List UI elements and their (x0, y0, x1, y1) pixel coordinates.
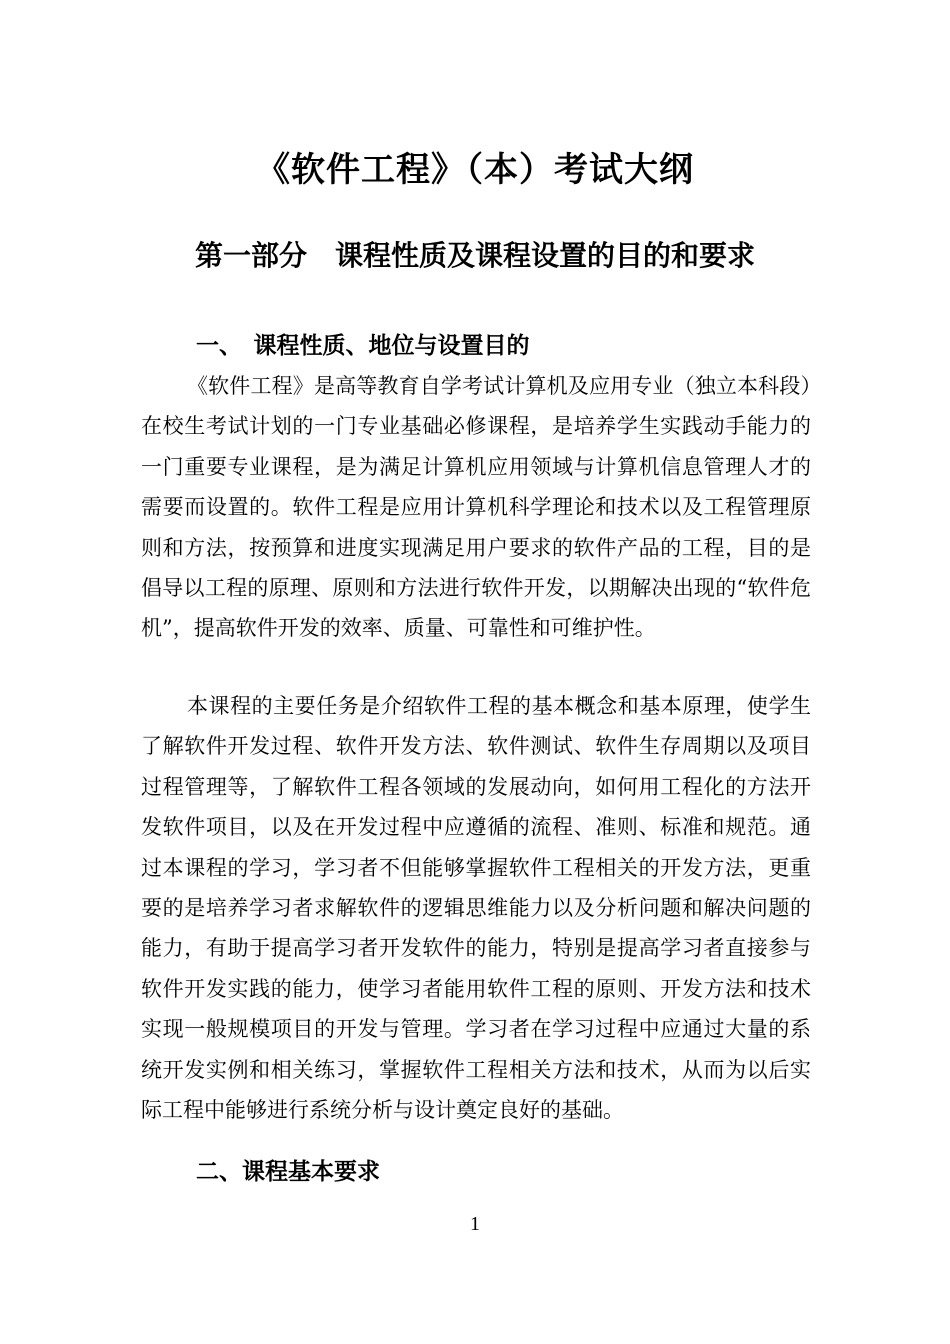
part-heading: 第一部分 课程性质及课程设置的目的和要求 (194, 239, 755, 272)
document-title: 《软件工程》（本）考试大纲 (256, 150, 694, 190)
section-heading-2: 二、课程基本要求 (196, 1159, 380, 1185)
page-number: 1 (470, 1213, 480, 1235)
paragraph-1: 《软件工程》是高等教育自学考试计算机及应用专业（独立本科段）在校生考试计划的一门专业基础必修课程，是培养学生实践动手能力的一门重要专业课程，是为满足计算机应用领域与计算机信息管理人才的需要而设置的。软件工程是应用计算机科学理论和技术以及工程管理原则和方法，按预算和进度实现满足用户要求的软件产品的工程，目的是倡导以工程的原理、原则和方法进行软件开发，以期解决出现的“软件危机”，提高软件开发的效率、质量、可靠性和可维护性。 (141, 374, 811, 641)
section-heading-1: 一、 课程性质、地位与设置目的 (196, 333, 530, 359)
paragraph-2: 本课程的主要任务是介绍软件工程的基本概念和基本原理，使学生了解软件开发过程、软件开发方法、软件测试、软件生存周期以及项目过程管理等，了解软件工程各领域的发展动向，如何用工程化的方法开发软件项目，以及在开发过程中应遵循的流程、准则、标准和规范。通过本课程的学习，学习者不但能够掌握软件工程相关的开发方法，更重要的是培养学习者求解软件的逻辑思维能力以及分析问题和解决问题的能力，有助于提高学习者开发软件的能力，特别是提高学习者直接参与软件开发实践的能力，使学习者能用软件工程的原则、开发方法和技术实现一般规模项目的开发与管理。学习者在学习过程中应通过大量的系统开发实例和相关练习，掌握软件工程相关方法和技术，从而为以后实际工程中能够进行系统分析与设计奠定良好的基础。 (141, 694, 811, 1123)
